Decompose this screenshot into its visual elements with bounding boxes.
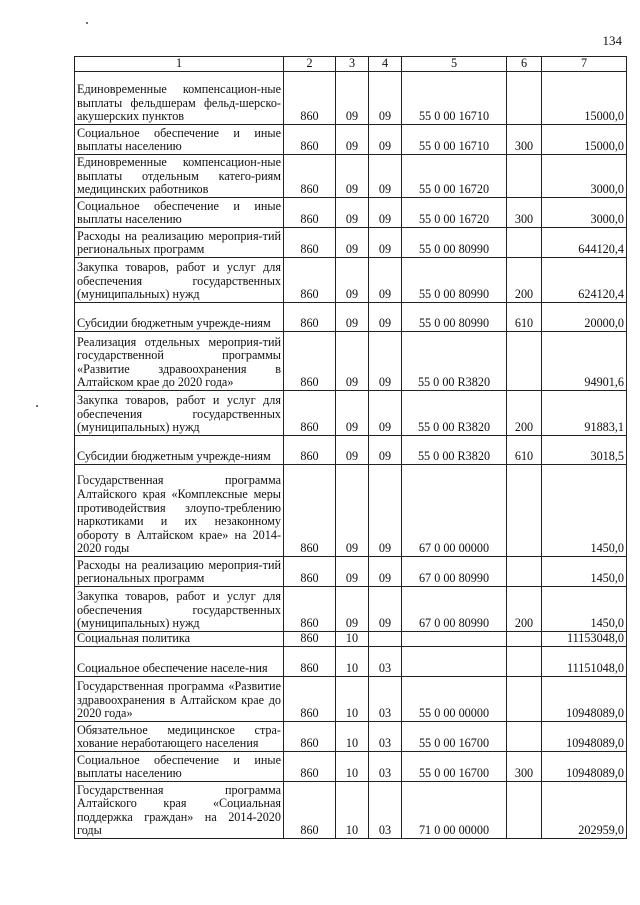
col-header-7: 7 bbox=[542, 57, 627, 72]
row-sum: 15000,0 bbox=[542, 72, 627, 125]
row-rz: 10 bbox=[336, 722, 369, 752]
row-sum: 3000,0 bbox=[542, 198, 627, 228]
row-csr: 67 0 00 80990 bbox=[402, 557, 507, 587]
header-row bbox=[75, 57, 627, 72]
row-sum: 3000,0 bbox=[542, 155, 627, 198]
row-vr bbox=[507, 722, 542, 752]
row-gr: 860 bbox=[284, 155, 336, 198]
row-csr: 55 0 00 R3820 bbox=[402, 332, 507, 391]
table-row bbox=[75, 677, 627, 722]
row-name: Единовременные компенсацион-ные выплаты отдельным катего-риям медицинских работников bbox=[75, 155, 284, 198]
row-sum: 10948089,0 bbox=[542, 752, 627, 782]
row-vr bbox=[507, 632, 542, 647]
row-rz: 09 bbox=[336, 587, 369, 632]
row-vr bbox=[507, 677, 542, 722]
row-vr bbox=[507, 465, 542, 557]
table-row bbox=[75, 125, 627, 155]
row-gr: 860 bbox=[284, 198, 336, 228]
row-gr: 860 bbox=[284, 722, 336, 752]
table-row bbox=[75, 782, 627, 839]
row-name: Государственная программа «Развитие здравоохранения в Алтайском крае до 2020 года» bbox=[75, 677, 284, 722]
row-vr bbox=[507, 782, 542, 839]
row-csr: 55 0 00 16700 bbox=[402, 722, 507, 752]
table-row bbox=[75, 436, 627, 465]
row-rz: 09 bbox=[336, 258, 369, 303]
row-name: Социальное обеспечение населе-ния bbox=[75, 647, 284, 677]
row-pr: 09 bbox=[369, 436, 402, 465]
row-name: Расходы на реализацию мероприя-тий региональных программ bbox=[75, 557, 284, 587]
row-sum: 1450,0 bbox=[542, 557, 627, 587]
row-pr: 09 bbox=[369, 332, 402, 391]
table-row bbox=[75, 632, 627, 647]
row-sum: 94901,6 bbox=[542, 332, 627, 391]
row-pr: 09 bbox=[369, 391, 402, 436]
row-csr: 67 0 00 00000 bbox=[402, 465, 507, 557]
col-header-1: 1 bbox=[75, 57, 284, 72]
table-row bbox=[75, 228, 627, 258]
col-header-6: 6 bbox=[507, 57, 542, 72]
row-gr: 860 bbox=[284, 72, 336, 125]
row-csr: 55 0 00 80990 bbox=[402, 228, 507, 258]
col-header-3: 3 bbox=[336, 57, 369, 72]
row-csr: 55 0 00 80990 bbox=[402, 258, 507, 303]
row-sum: 1450,0 bbox=[542, 587, 627, 632]
row-vr bbox=[507, 155, 542, 198]
scan-speck bbox=[36, 405, 38, 407]
row-sum: 11153048,0 bbox=[542, 632, 627, 647]
row-csr: 55 0 00 16720 bbox=[402, 198, 507, 228]
row-rz: 09 bbox=[336, 198, 369, 228]
row-rz: 09 bbox=[336, 155, 369, 198]
row-pr: 03 bbox=[369, 782, 402, 839]
row-vr: 200 bbox=[507, 587, 542, 632]
row-sum: 15000,0 bbox=[542, 125, 627, 155]
col-header-4: 4 bbox=[369, 57, 402, 72]
row-csr: 55 0 00 R3820 bbox=[402, 391, 507, 436]
row-vr: 200 bbox=[507, 258, 542, 303]
row-vr: 300 bbox=[507, 198, 542, 228]
row-gr: 860 bbox=[284, 332, 336, 391]
row-sum: 3018,5 bbox=[542, 436, 627, 465]
row-gr: 860 bbox=[284, 752, 336, 782]
row-name: Государственная программа Алтайского края «Социальная поддержка граждан» на 2014-2020 годы bbox=[75, 782, 284, 839]
table-row bbox=[75, 303, 627, 332]
page-number: 134 bbox=[602, 33, 622, 48]
row-sum: 624120,4 bbox=[542, 258, 627, 303]
row-name: Закупка товаров, работ и услуг для обеспечения государственных (муниципальных) нужд bbox=[75, 391, 284, 436]
row-gr: 860 bbox=[284, 782, 336, 839]
row-rz: 09 bbox=[336, 436, 369, 465]
row-pr: 09 bbox=[369, 587, 402, 632]
row-gr: 860 bbox=[284, 391, 336, 436]
row-csr: 55 0 00 16710 bbox=[402, 72, 507, 125]
table-row bbox=[75, 465, 627, 557]
row-pr: 09 bbox=[369, 72, 402, 125]
row-sum: 10948089,0 bbox=[542, 677, 627, 722]
row-name: Государственная программа Алтайского края «Комплексные меры противодействия злоупо-треблению наркотиками и их незаконному обороту в Алтайском крае» на 2014-2020 годы bbox=[75, 465, 284, 557]
row-gr: 860 bbox=[284, 647, 336, 677]
row-csr: 55 0 00 00000 bbox=[402, 677, 507, 722]
row-csr: 55 0 00 16700 bbox=[402, 752, 507, 782]
row-gr: 860 bbox=[284, 228, 336, 258]
row-name: Социальное обеспечение и иные выплаты населению bbox=[75, 125, 284, 155]
row-sum: 644120,4 bbox=[542, 228, 627, 258]
row-sum: 20000,0 bbox=[542, 303, 627, 332]
table-row bbox=[75, 647, 627, 677]
row-csr bbox=[402, 647, 507, 677]
row-sum: 202959,0 bbox=[542, 782, 627, 839]
row-name: Обязательное медицинское стра-хование неработающего населения bbox=[75, 722, 284, 752]
row-gr: 860 bbox=[284, 125, 336, 155]
row-pr: 03 bbox=[369, 752, 402, 782]
row-pr: 03 bbox=[369, 647, 402, 677]
table-row bbox=[75, 557, 627, 587]
row-rz: 09 bbox=[336, 228, 369, 258]
row-sum: 11151048,0 bbox=[542, 647, 627, 677]
row-vr bbox=[507, 332, 542, 391]
row-gr: 860 bbox=[284, 632, 336, 647]
table-row bbox=[75, 752, 627, 782]
row-csr: 71 0 00 00000 bbox=[402, 782, 507, 839]
row-csr: 55 0 00 16710 bbox=[402, 125, 507, 155]
table-row bbox=[75, 391, 627, 436]
row-vr bbox=[507, 72, 542, 125]
row-name: Социальная политика bbox=[75, 632, 284, 647]
row-gr: 860 bbox=[284, 677, 336, 722]
row-gr: 860 bbox=[284, 557, 336, 587]
row-gr: 860 bbox=[284, 587, 336, 632]
table-row bbox=[75, 587, 627, 632]
row-vr: 300 bbox=[507, 125, 542, 155]
row-rz: 10 bbox=[336, 677, 369, 722]
row-name: Закупка товаров, работ и услуг для обеспечения государственных (муниципальных) нужд bbox=[75, 258, 284, 303]
row-vr: 200 bbox=[507, 391, 542, 436]
table-row bbox=[75, 72, 627, 125]
row-rz: 09 bbox=[336, 391, 369, 436]
row-pr: 09 bbox=[369, 258, 402, 303]
row-name: Субсидии бюджетным учрежде-ниям bbox=[75, 303, 284, 332]
scan-speck bbox=[86, 22, 88, 24]
row-vr: 610 bbox=[507, 303, 542, 332]
row-rz: 09 bbox=[336, 465, 369, 557]
row-vr: 300 bbox=[507, 752, 542, 782]
row-pr: 09 bbox=[369, 557, 402, 587]
row-pr: 09 bbox=[369, 155, 402, 198]
row-rz: 09 bbox=[336, 125, 369, 155]
row-gr: 860 bbox=[284, 436, 336, 465]
row-csr: 67 0 00 80990 bbox=[402, 587, 507, 632]
table-row bbox=[75, 722, 627, 752]
row-name: Субсидии бюджетным учрежде-ниям bbox=[75, 436, 284, 465]
col-header-5: 5 bbox=[402, 57, 507, 72]
row-pr: 09 bbox=[369, 125, 402, 155]
table-row bbox=[75, 258, 627, 303]
row-rz: 09 bbox=[336, 332, 369, 391]
row-name: Социальное обеспечение и иные выплаты населению bbox=[75, 198, 284, 228]
row-name: Расходы на реализацию мероприя-тий региональных программ bbox=[75, 228, 284, 258]
row-gr: 860 bbox=[284, 303, 336, 332]
row-rz: 09 bbox=[336, 303, 369, 332]
row-name: Реализация отдельных мероприя-тий государственной программы «Развитие здравоохранения в Алтайском крае до 2020 года» bbox=[75, 332, 284, 391]
row-sum: 91883,1 bbox=[542, 391, 627, 436]
row-pr: 09 bbox=[369, 465, 402, 557]
row-pr: 03 bbox=[369, 677, 402, 722]
row-csr: 55 0 00 R3820 bbox=[402, 436, 507, 465]
row-vr bbox=[507, 647, 542, 677]
row-vr bbox=[507, 557, 542, 587]
row-rz: 10 bbox=[336, 632, 369, 647]
table-row bbox=[75, 332, 627, 391]
row-csr: 55 0 00 16720 bbox=[402, 155, 507, 198]
budget-table bbox=[74, 56, 627, 839]
row-rz: 10 bbox=[336, 752, 369, 782]
row-pr: 09 bbox=[369, 228, 402, 258]
row-pr: 09 bbox=[369, 303, 402, 332]
row-name: Закупка товаров, работ и услуг для обеспечения государственных (муниципальных) нужд bbox=[75, 587, 284, 632]
row-csr bbox=[402, 632, 507, 647]
row-name: Социальное обеспечение и иные выплаты населению bbox=[75, 752, 284, 782]
row-vr: 610 bbox=[507, 436, 542, 465]
row-pr bbox=[369, 632, 402, 647]
row-sum: 10948089,0 bbox=[542, 722, 627, 752]
row-rz: 09 bbox=[336, 557, 369, 587]
col-header-2: 2 bbox=[284, 57, 336, 72]
row-name: Единовременные компенсацион-ные выплаты фельдшерам фельд-шерско-акушерских пунктов bbox=[75, 72, 284, 125]
row-vr bbox=[507, 228, 542, 258]
row-gr: 860 bbox=[284, 258, 336, 303]
table-row bbox=[75, 198, 627, 228]
row-pr: 09 bbox=[369, 198, 402, 228]
table-row bbox=[75, 155, 627, 198]
row-rz: 10 bbox=[336, 647, 369, 677]
row-rz: 10 bbox=[336, 782, 369, 839]
row-sum: 1450,0 bbox=[542, 465, 627, 557]
row-csr: 55 0 00 80990 bbox=[402, 303, 507, 332]
row-pr: 03 bbox=[369, 722, 402, 752]
row-gr: 860 bbox=[284, 465, 336, 557]
row-rz: 09 bbox=[336, 72, 369, 125]
